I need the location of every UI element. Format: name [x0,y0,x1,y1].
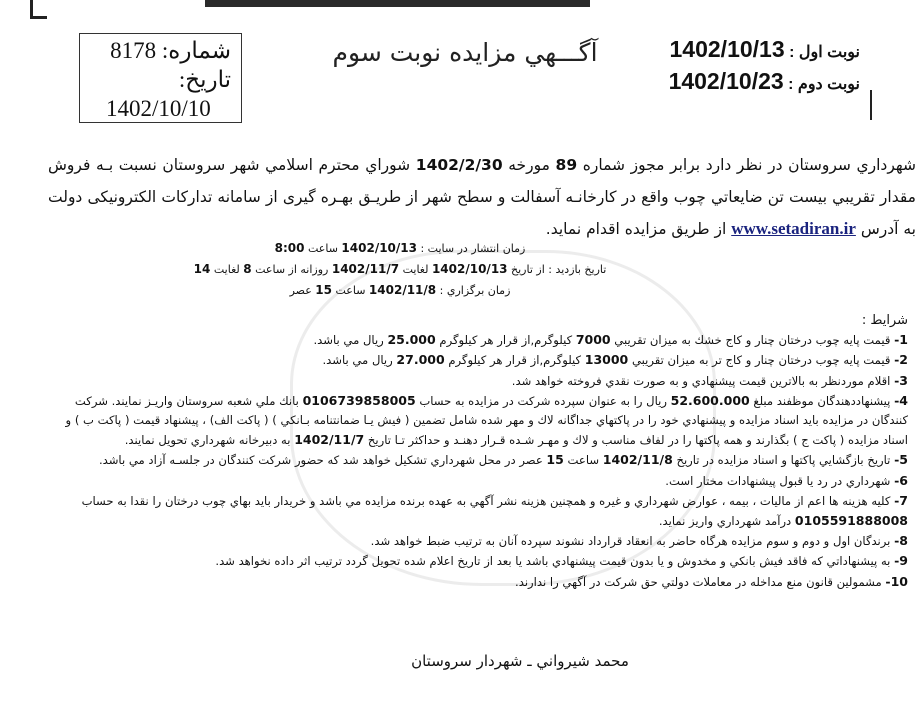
intro-text: از طريق مزايده اقدام نمايد. [545,220,727,238]
condition-text: ريال را به عنوان سپرده شركت در مزايده به حساب [419,393,667,408]
date-value: 1402/10/10 [106,96,211,121]
condition-item [46,450,908,470]
visit-to-label: لغايت [402,263,429,276]
hold-time-label: ساعت [335,284,366,297]
condition-text: شهرداري در رد يا قبول پيشنهادات مختار است. [665,473,891,488]
signature: محمد شيرواني ـ شهردار سروستان [411,652,629,670]
condition-text: ساعت [567,453,600,468]
visit-hour-to: 14 [193,262,211,276]
condition-text: ريال مي باشد. [322,353,393,368]
date-label: تاریخ: [178,67,231,92]
intro-paragraph [48,150,916,246]
permit-date: 1402/2/30 [415,156,503,174]
condition-number: 7- [894,492,908,508]
visit-hour-to-label: لغايت [213,263,240,276]
visit-hours-label: روزانه از ساعت [255,263,329,276]
condition-text: درآمد شهرداري واريز نمايد. [658,514,792,529]
second-round [669,68,860,95]
condition-item [46,330,908,350]
permit-number: 89 [555,156,578,174]
condition-text: تاريخ بازگشايي پاكتها و اسناد مزايده در تاريخ [676,453,891,468]
hold-date: 1402/11/8 [368,283,437,297]
submission-deadline: 1402/11/7 [294,432,365,448]
condition-item [46,471,908,491]
publish-label: زمان انتشار در سایت : [420,242,526,255]
visit-hour-from: 8 [243,262,252,276]
intro-text: شهرداري سروستان در نظر دارد برابر مجوز شماره [582,156,917,174]
condition-number: 1- [894,332,908,348]
condition-item [46,391,908,451]
condition-text: برندگان اول و دوم و سوم مزايده هرگاه حاضر به انعقاد قرارداد نشوند سپرده آنان به ترتيب ضبط خواهد شد. [370,534,891,549]
condition-item [46,572,908,592]
condition-number: 5- [894,452,908,468]
hold-line [150,280,650,301]
condition-number: 2- [894,352,908,368]
visit-line [150,259,650,280]
condition-text: قيمت پايه چوب درختان چنار و كاج تر به ميزان تقريبي [631,353,891,368]
publish-time-label: ساعت [307,242,338,255]
visit-to: 1402/11/7 [331,262,400,276]
second-round-date: 1402/10/23 [668,68,784,94]
website-link[interactable]: www.setadiran.ir [731,219,856,238]
divider-line [870,90,872,120]
deposit-account: 0106739858005 [302,392,416,408]
condition-text: عصر در محل شهرداري تشكيل خواهد شد كه حضور شركت كنندگان در جلسـه آزاد مي باشد. [98,453,543,468]
corner-mark [30,0,47,19]
condition-text: پيشنهاددهندگان موظفند مبلغ [753,393,891,408]
payment-account: 0105591888008 [794,513,908,529]
hold-label: زمان برگزاري : [439,284,511,297]
visit-from: 1402/10/13 [431,262,508,276]
intro-text: شوراي محترم اسلامي شهر سروستان نسبت بـه فروش مقدار تقريبي بيست تن ضايعاتي چوب واقع در كارخانـه آسفالت و سطح شهر از طريـق بهـره گيری از سامانه تدارکات الکترونيکی دولت به آدرس [48,156,916,238]
number-value: 8178 [110,38,157,63]
publish-date: 1402/10/13 [341,241,417,255]
header-bar [205,0,590,7]
condition-quantity: 13000 [584,352,629,368]
condition-item [46,551,908,571]
condition-price: 25.000 [387,332,436,348]
conditions-list [46,311,908,592]
condition-number: 9- [894,553,908,569]
condition-item [46,491,908,531]
condition-quantity: 7000 [575,332,611,348]
publish-time: 8:00 [274,241,305,255]
hold-time-suffix: عصر [289,284,312,297]
condition-text: به پيشنهاداتي كه فاقد فيش بانكي و مخدوش و يا بدون قيمت پيشنهادي باشد يا بعد از تاريخ اعلام شده تحويل گردد ترتيب اثر داده نخواهد شد. [215,554,891,569]
condition-number: 4- [894,392,908,408]
number-row [80,36,231,65]
condition-number: 10- [885,573,908,589]
second-round-label: نوبت دوم : [788,76,860,93]
number-date-box [79,33,242,123]
condition-text: اقلام موردنظر به بالاترين قيمت پيشنهادي و به صورت نقدي فروخته خواهد شد. [511,373,891,388]
deposit-amount: 52.600.000 [670,392,750,408]
conditions-header: شرايط : [861,313,908,328]
opening-date: 1402/11/8 [602,452,673,468]
page-title: آگـــهي مزايده نوبت سوم [332,38,598,67]
first-round-label: نوبت اول : [789,44,860,61]
first-round [670,36,860,63]
condition-item [46,350,908,370]
opening-hour: 15 [546,452,564,468]
condition-text: بانك ملي شعبه سروستان واريـز نمايند. شركت كنندگان در مزايده بايد اسناد مزايده و پيشنهادي خود را در پاكتهاي جداگانه لاك و مهر شده شامل تضمين ( فيش يـا ضمانتنامه بـانكي ) ( پاكت الف) ، پيشنهاد قيمت ( پاكت ب ) و اسناد مزايده ( پاكت ج ) بگذارند و همه پاكتها را در لفاف مناسب و لاك و مهـر شـده قـرار دهنـد و حداكثر تـا تاريخ [65,393,908,448]
condition-price: 27.000 [396,352,445,368]
number-label: شماره: [161,38,231,63]
intro-text: مورخه [508,156,550,174]
condition-item [46,531,908,551]
schedule-info [150,238,650,301]
condition-text: ريال مي باشد. [313,333,384,348]
condition-text: به دبيرخانه شهرداري تحويل نمايند. [124,433,291,448]
condition-text: قيمت پايه چوب درختان چنار و كاج خشك به ميزان تقريبي [614,333,891,348]
condition-text: كيلوگرم,از قرار هر كيلوگرم [448,353,582,368]
first-round-date: 1402/10/13 [669,36,785,62]
hold-time: 15 [315,283,332,297]
condition-item [46,371,908,391]
condition-number: 3- [894,372,908,388]
visit-label: تاريخ بازديد : از تاريخ [511,263,607,276]
condition-text: كليه هزينه ها اعم از ماليات ، بيمه ، عوارض شهرداري و غيره و همچنين هزينه نشر آگهي به عهده برنده مزايده مي باشد و خريدار بايد بهاي چوب درختان را نقدا به حساب [81,493,891,508]
condition-text: مشمولين قانون منع مداخله در معاملات دولتي حق شركت در آگهي را ندارند. [515,574,882,589]
condition-number: 8- [894,533,908,549]
condition-text: كيلوگرم,از قرار هر كيلوگرم [439,333,573,348]
condition-number: 6- [894,472,908,488]
publish-line [150,238,650,259]
